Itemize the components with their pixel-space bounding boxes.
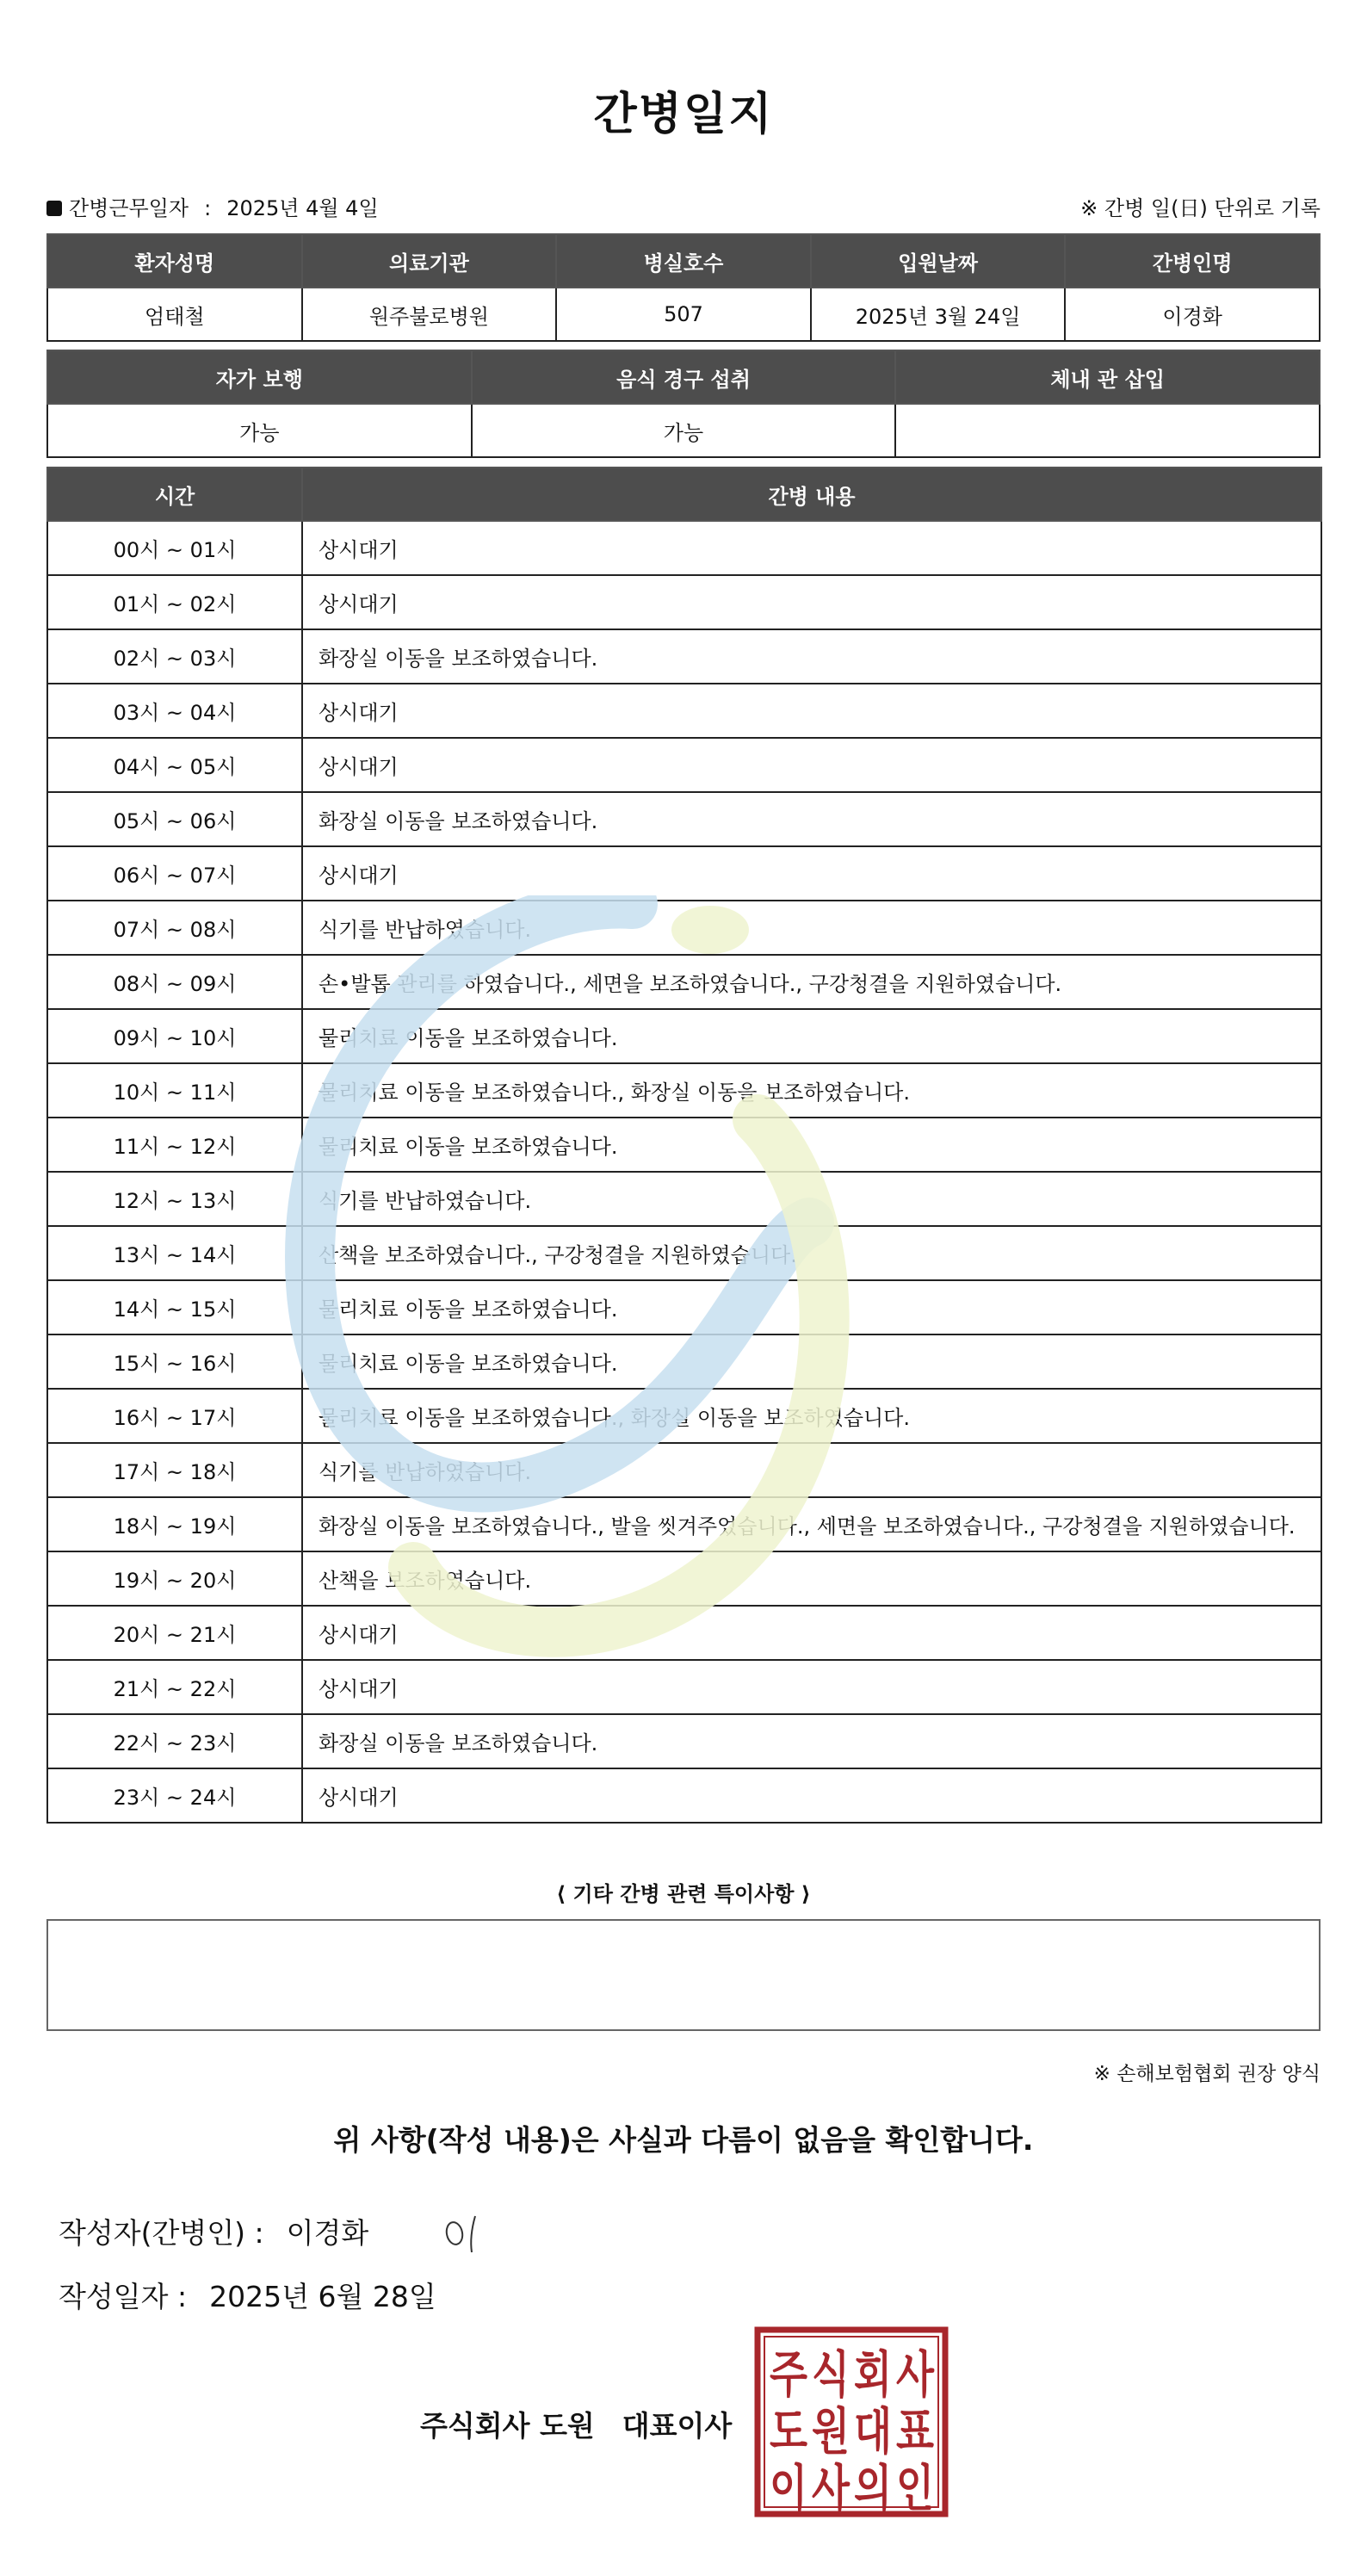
table-row xyxy=(47,1443,1321,1497)
time-slot-cell: 05시 ~ 06시 xyxy=(47,792,302,846)
patient-name-header: 환자성명 xyxy=(47,234,302,288)
patient-name-value: 엄태철 xyxy=(47,288,302,341)
admission-date-header: 입원날짜 xyxy=(811,234,1066,288)
care-content-cell: 화장실 이동을 보조하였습니다. xyxy=(302,1714,1321,1768)
table-row xyxy=(47,1606,1321,1660)
care-content-cell: 물리치료 이동을 보조하였습니다. xyxy=(302,1118,1321,1172)
table-row xyxy=(47,955,1321,1009)
care-content-cell: 산책을 보조하였습니다. xyxy=(302,1551,1321,1606)
table-row xyxy=(47,1280,1321,1334)
writer-name: 이경화 xyxy=(286,2216,369,2250)
care-log-header-row xyxy=(47,468,1321,521)
association-note: ※ 손해보험협회 권장 양식 xyxy=(1093,2063,1321,2085)
page-title: 간병일지 xyxy=(593,89,774,140)
tube-insertion-value xyxy=(895,404,1320,457)
seal-character: 식 xyxy=(812,2345,850,2404)
representative-title: 대표이사 xyxy=(622,2409,733,2443)
walking-value: 가능 xyxy=(47,404,472,457)
table-row xyxy=(47,1172,1321,1226)
seal-character: 사 xyxy=(896,2345,935,2404)
work-date-value: 2025년 4월 4일 xyxy=(226,196,379,220)
table-row xyxy=(47,684,1321,738)
time-slot-cell: 14시 ~ 15시 xyxy=(47,1280,302,1334)
care-content-cell: 물리치료 이동을 보조하였습니다., 화장실 이동을 보조하였습니다. xyxy=(302,1063,1321,1118)
time-slot-cell: 18시 ~ 19시 xyxy=(47,1497,302,1551)
care-content-cell: 식기를 반납하였습니다. xyxy=(302,1172,1321,1226)
patient-header-row xyxy=(47,234,1320,288)
work-date-label: 간병근무일자 xyxy=(69,196,189,220)
time-slot-cell: 13시 ~ 14시 xyxy=(47,1226,302,1280)
seal-character: 회 xyxy=(854,2345,892,2404)
table-row xyxy=(47,1334,1321,1389)
table-row xyxy=(47,1768,1321,1823)
hospital-value: 원주불로병원 xyxy=(302,288,557,341)
care-content-header: 간병 내용 xyxy=(302,468,1321,521)
written-date-label: 작성일자 : xyxy=(59,2280,188,2313)
patient-info-table xyxy=(46,233,1321,342)
special-notes-label: ⟨ 기타 간병 관련 특이사항 ⟩ xyxy=(556,1882,811,1906)
table-row xyxy=(47,575,1321,629)
care-content-cell: 물리치료 이동을 보조하였습니다., 화장실 이동을 보조하였습니다. xyxy=(302,1389,1321,1443)
table-row xyxy=(47,901,1321,955)
caregiver-name-value: 이경화 xyxy=(1065,288,1320,341)
work-date-row xyxy=(46,191,1321,219)
care-content-cell: 화장실 이동을 보조하였습니다. xyxy=(302,629,1321,684)
special-notes-box xyxy=(46,1919,1321,2031)
time-slot-cell: 08시 ~ 09시 xyxy=(47,955,302,1009)
time-slot-cell: 15시 ~ 16시 xyxy=(47,1334,302,1389)
care-content-cell: 물리치료 이동을 보조하였습니다. xyxy=(302,1280,1321,1334)
company-seal-stamp xyxy=(754,2326,949,2517)
time-slot-cell: 20시 ~ 21시 xyxy=(47,1606,302,1660)
care-content-cell: 식기를 반납하였습니다. xyxy=(302,901,1321,955)
care-content-cell: 상시대기 xyxy=(302,1768,1321,1823)
table-row xyxy=(47,1009,1321,1063)
care-content-cell: 상시대기 xyxy=(302,738,1321,792)
patient-value-row xyxy=(47,288,1320,341)
table-row xyxy=(47,1063,1321,1118)
room-number-value: 507 xyxy=(556,288,811,341)
time-slot-cell: 10시 ~ 11시 xyxy=(47,1063,302,1118)
writer-line xyxy=(59,2211,368,2251)
table-row xyxy=(47,629,1321,684)
admission-date-value: 2025년 3월 24일 xyxy=(811,288,1066,341)
room-number-header: 병실호수 xyxy=(556,234,811,288)
care-content-cell: 상시대기 xyxy=(302,846,1321,901)
handwritten-signature xyxy=(437,2204,489,2256)
table-row xyxy=(47,1389,1321,1443)
confirmation-statement: 위 사항(작성 내용)은 사실과 다름이 없음을 확인합니다. xyxy=(333,2123,1034,2157)
time-slot-cell: 02시 ~ 03시 xyxy=(47,629,302,684)
time-slot-cell: 00시 ~ 01시 xyxy=(47,521,302,575)
oral-intake-value: 가능 xyxy=(472,404,896,457)
patient-status-table xyxy=(46,350,1321,458)
time-slot-cell: 01시 ~ 02시 xyxy=(47,575,302,629)
table-row xyxy=(47,846,1321,901)
table-row xyxy=(47,738,1321,792)
written-date-value: 2025년 6월 28일 xyxy=(209,2280,436,2313)
care-content-cell: 손•발톱 관리를 하였습니다., 세면을 보조하였습니다., 구강청결을 지원하였습니다. xyxy=(302,955,1321,1009)
seal-character: 대 xyxy=(854,2402,892,2461)
seal-character: 도 xyxy=(770,2402,807,2461)
hospital-header: 의료기관 xyxy=(302,234,557,288)
caregiver-name-header: 간병인명 xyxy=(1065,234,1320,288)
time-slot-cell: 09시 ~ 10시 xyxy=(47,1009,302,1063)
time-slot-cell: 07시 ~ 08시 xyxy=(47,901,302,955)
seal-character: 이 xyxy=(770,2459,807,2517)
care-content-cell: 식기를 반납하였습니다. xyxy=(302,1443,1321,1497)
table-row xyxy=(47,1226,1321,1280)
company-signoff xyxy=(420,2404,732,2444)
seal-character: 인 xyxy=(896,2459,934,2517)
time-slot-cell: 17시 ~ 18시 xyxy=(47,1443,302,1497)
square-bullet-icon xyxy=(46,201,62,216)
oral-intake-header: 음식 경구 섭취 xyxy=(472,350,896,404)
status-header-row xyxy=(47,350,1320,404)
care-content-cell: 상시대기 xyxy=(302,684,1321,738)
seal-character: 원 xyxy=(812,2402,850,2461)
seal-character: 사 xyxy=(812,2459,851,2517)
care-log-table xyxy=(46,467,1322,1824)
seal-character: 의 xyxy=(854,2459,892,2517)
time-slot-cell: 19시 ~ 20시 xyxy=(47,1551,302,1606)
company-name: 주식회사 도원 xyxy=(420,2409,595,2443)
care-content-cell: 물리치료 이동을 보조하였습니다. xyxy=(302,1009,1321,1063)
care-content-cell: 산책을 보조하였습니다., 구강청결을 지원하였습니다. xyxy=(302,1226,1321,1280)
care-content-cell: 상시대기 xyxy=(302,1660,1321,1714)
table-row xyxy=(47,1660,1321,1714)
time-slot-cell: 12시 ~ 13시 xyxy=(47,1172,302,1226)
time-slot-cell: 23시 ~ 24시 xyxy=(47,1768,302,1823)
seal-character: 표 xyxy=(896,2402,934,2461)
status-value-row xyxy=(47,404,1320,457)
care-content-cell: 물리치료 이동을 보조하였습니다. xyxy=(302,1334,1321,1389)
care-content-cell: 화장실 이동을 보조하였습니다., 발을 씻겨주었습니다., 세면을 보조하였습니다., 구강청결을 지원하였습니다. xyxy=(302,1497,1321,1551)
care-content-cell: 상시대기 xyxy=(302,575,1321,629)
table-row xyxy=(47,1118,1321,1172)
table-row xyxy=(47,1551,1321,1606)
time-slot-cell: 21시 ~ 22시 xyxy=(47,1660,302,1714)
table-row xyxy=(47,792,1321,846)
care-content-cell: 상시대기 xyxy=(302,521,1321,575)
tube-insertion-header: 체내 관 삽입 xyxy=(895,350,1320,404)
table-row xyxy=(47,521,1321,575)
time-slot-cell: 11시 ~ 12시 xyxy=(47,1118,302,1172)
time-slot-cell: 06시 ~ 07시 xyxy=(47,846,302,901)
care-content-cell: 상시대기 xyxy=(302,1606,1321,1660)
time-slot-cell: 22시 ~ 23시 xyxy=(47,1714,302,1768)
table-row xyxy=(47,1714,1321,1768)
seal-character: 주 xyxy=(770,2345,807,2404)
work-date-separator: : xyxy=(204,196,212,220)
time-slot-cell: 03시 ~ 04시 xyxy=(47,684,302,738)
time-slot-cell: 16시 ~ 17시 xyxy=(47,1389,302,1443)
work-date-info xyxy=(46,191,379,221)
unit-note: ※ 간병 일(日) 단위로 기록 xyxy=(1080,196,1321,220)
time-slot-cell: 04시 ~ 05시 xyxy=(47,738,302,792)
writer-label: 작성자(간병인) : xyxy=(59,2216,264,2250)
table-row xyxy=(47,1497,1321,1551)
time-header: 시간 xyxy=(47,468,302,521)
written-date-line xyxy=(59,2275,436,2315)
care-log-rows xyxy=(47,521,1321,1823)
walking-header: 자가 보행 xyxy=(47,350,472,404)
care-content-cell: 화장실 이동을 보조하였습니다. xyxy=(302,792,1321,846)
